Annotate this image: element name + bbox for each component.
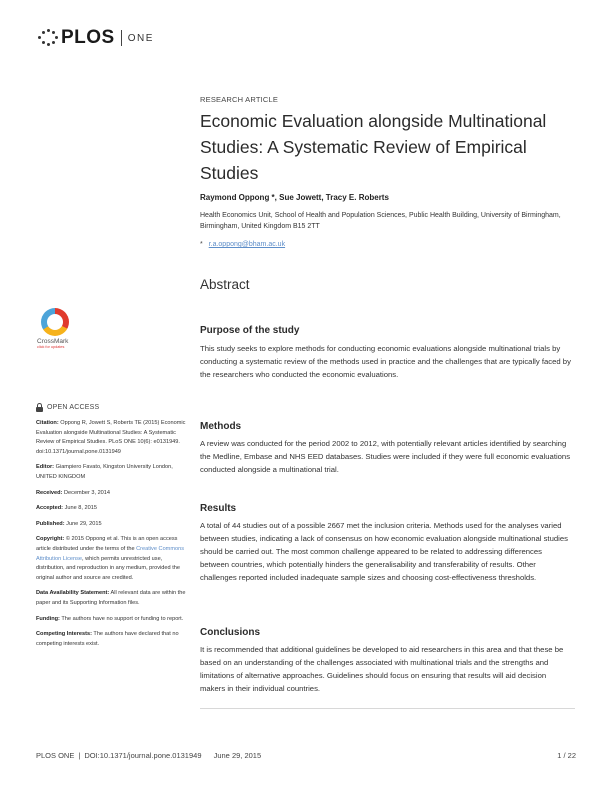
- logo-journal: ONE: [127, 32, 154, 44]
- crossmark-icon: [41, 308, 69, 336]
- logo-divider: [121, 30, 122, 46]
- license-link[interactable]: Creative Commons Attribution License: [36, 545, 185, 562]
- crossmark-sub: click for updates: [37, 345, 65, 349]
- abstract-heading: Abstract: [200, 277, 250, 292]
- email-link[interactable]: r.a.oppong@bham.ac.uk: [208, 241, 286, 248]
- footer-doi[interactable]: DOI:10.1371/journal.pone.0131949: [84, 751, 202, 760]
- logo-brand: PLOS: [61, 27, 115, 48]
- copyright-label: Copyright:: [36, 536, 65, 543]
- section-heading-methods: Methods: [200, 421, 242, 432]
- funding-label: Funding:: [36, 615, 60, 622]
- author-list: Raymond Oppong *, Sue Jowett, Tracy E. Roberts: [200, 193, 389, 202]
- crossmark-label: CrossMark: [37, 338, 69, 345]
- open-access-label: OPEN ACCESS: [47, 404, 100, 412]
- affiliation: Health Economics Unit, School of Health and Population Sciences, Public Health Building, University of Birmingham, Birmingham, United Kingdom B15 2TT: [200, 212, 561, 230]
- published-date: June 29, 2015: [66, 520, 102, 527]
- data-availability-block: [36, 589, 186, 608]
- footer-date: June 29, 2015: [213, 751, 262, 760]
- footer-separator: |: [78, 751, 81, 760]
- corresponding-email: [200, 241, 285, 248]
- accepted-date: June 8, 2015: [64, 505, 97, 512]
- email-marker: *: [200, 241, 203, 248]
- crossmark-badge[interactable]: [37, 308, 77, 349]
- open-access-badge: [36, 403, 186, 413]
- editor-text: Giampiero Favato, Kingston University London, UNITED KINGDOM: [36, 464, 173, 480]
- received-date: December 3, 2014: [64, 489, 111, 496]
- section-heading-purpose: Purpose of the study: [200, 325, 300, 336]
- funding-block: [36, 615, 186, 625]
- editor-block: [36, 463, 186, 482]
- copyright-block: [36, 535, 186, 583]
- section-heading-results: Results: [200, 503, 237, 514]
- abstract-divider: [200, 708, 575, 709]
- published-block: [36, 520, 186, 530]
- competing-interests-label: Competing Interests:: [36, 631, 92, 638]
- section-text-results: A total of 44 studies out of a possible 2667 met the inclusion criteria. Methods used for the analyses varied between studies, indicating a lack of consensus on how economic evaluation alongside multinational studies should be carried out. The most common challenge appeared to be related to addressing differences between countries, which potentially hinders the generalisability and transferability of results. Other challenges reported included inadequate sample sizes and choosing cost-effectiveness thresholds.: [200, 521, 568, 582]
- received-block: [36, 489, 186, 499]
- published-label: Published:: [36, 520, 65, 527]
- section-text-purpose: This study seeks to explore methods for conducting economic evaluations alongside multinational trials by conducting a systematic review of the methods used in practice and the challenges that are typically faced by the researchers who conducted the economic evaluations.: [200, 344, 571, 379]
- plos-dots-icon: [37, 28, 59, 48]
- accepted-block: [36, 504, 186, 514]
- received-label: Received:: [36, 489, 63, 496]
- article-title: Economic Evaluation alongside Multinational Studies: A Systematic Review of Empirical Studies: [200, 111, 547, 183]
- section-text-methods: A review was conducted for the period 2002 to 2012, with potentially relevant articles identified by searching the Medline, Embase and NHS EED databases. Studies were included if they were full economic evaluations conducted alongside a multinational trial.: [200, 439, 571, 474]
- citation-text: Oppong R, Jowett S, Roberts TE (2015) Economic Evaluation alongside Multinational Studies: A Systematic Review of Empirical Studies. PLoS ONE 10(6): e0131949. doi:10.1371/journal.pone.0131949: [36, 420, 186, 455]
- page-footer: [36, 751, 576, 760]
- competing-interests-text: The authors have declared that no competing interests exist.: [36, 631, 179, 647]
- accepted-label: Accepted:: [36, 505, 64, 512]
- plos-one-logo[interactable]: [37, 28, 154, 48]
- section-heading-conclusions: Conclusions: [200, 627, 261, 638]
- editor-label: Editor:: [36, 464, 55, 471]
- footer-citation: [36, 751, 261, 760]
- data-availability-label: Data Availability Statement:: [36, 590, 110, 597]
- footer-page-number: 1 / 22: [557, 751, 576, 760]
- citation-label: Citation:: [36, 420, 59, 426]
- section-text-conclusions: It is recommended that additional guidelines be developed to aid researchers in this area and that these be based on an understanding of the challenges associated with multinational trials and the strengths and limitations of alternative approaches. Guidelines should focus on ensuring that results will aid decision makers in their individual countries.: [200, 645, 564, 693]
- article-type-label: RESEARCH ARTICLE: [200, 95, 279, 104]
- article-info-sidebar: [36, 403, 186, 655]
- copyright-text-post: , which permits unrestricted use, distribution, and reproduction in any medium, provided the original author and source are credited.: [36, 555, 180, 581]
- citation-block: [36, 419, 186, 457]
- competing-interests-block: [36, 630, 186, 649]
- funding-text: The authors have no support or funding to report.: [61, 615, 184, 622]
- copyright-text-pre: © 2015 Oppong et al. This is an open access article distributed under the terms of the: [36, 536, 178, 552]
- footer-journal: PLOS ONE: [36, 751, 75, 760]
- data-availability-text: All relevant data are within the paper and its Supporting Information files.: [36, 590, 186, 606]
- open-lock-icon: [36, 403, 43, 413]
